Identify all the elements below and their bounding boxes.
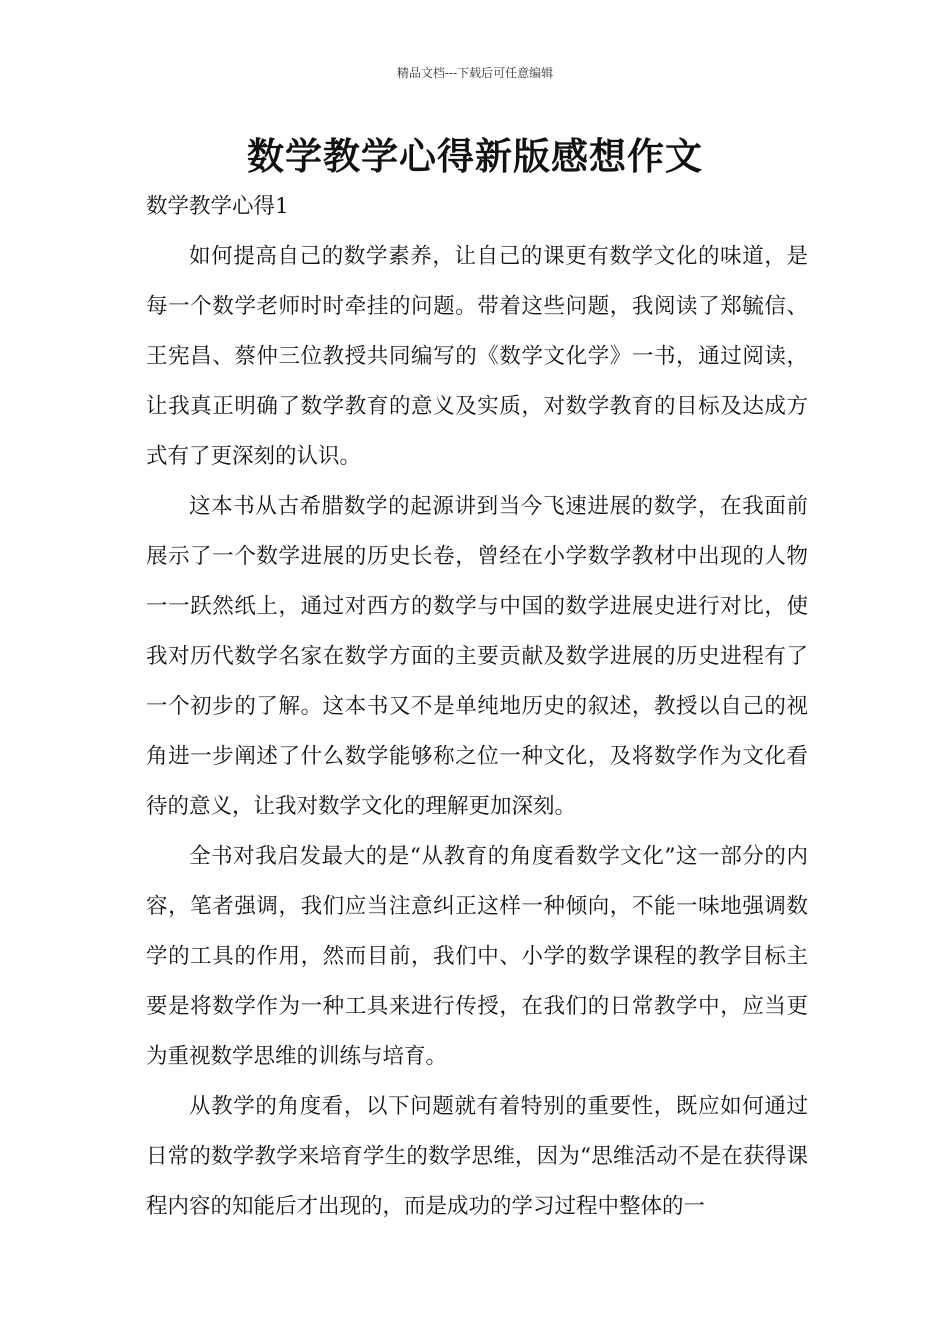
document-body bbox=[146, 182, 808, 1232]
paragraph: 如何提高自己的数学素养，让自己的课更有数学文化的味道，是每一个数学老师时时牵挂的问题。带着这些问题，我阅读了郑毓信、王宪昌、蔡仲三位教授共同编写的《数学文化学》一书，通过阅读，让我真正明确了数学教育的意义及实质，对数学教育的目标及达成方式有了更深刻的认识。 bbox=[146, 244, 808, 469]
paragraph: 从教学的角度看，以下问题就有着特别的重要性，既应如何通过日常的数学教学来培育学生的数学思维，因为“思维活动不是在获得课程内容的知能后才出现的，而是成功的学习过程中整体的一 bbox=[146, 1094, 808, 1219]
header-note: 精品文档---下载后可任意编辑 bbox=[396, 66, 554, 80]
paragraph: 这本书从古希腊数学的起源讲到当今飞速进展的数学，在我面前展示了一个数学进展的历史长卷，曾经在小学数学教材中出现的人物一一跃然纸上，通过对西方的数学与中国的数学进展史进行对比，使我对历代数学名家在数学方面的主要贡献及数学进展的历史进程有了一个初步的了解。这本书又不是单纯地历史的叙述，教授以自己的视角进一步阐述了什么数学能够称之位一种文化，及将数学作为文化看待的意义，让我对数学文化的理解更加深刻。 bbox=[146, 494, 808, 819]
section-label: 数学教学心得1 bbox=[146, 194, 289, 219]
document-title: 数学教学心得新版感想作文 bbox=[247, 134, 703, 178]
paragraph: 全书对我启发最大的是“从教育的角度看数学文化”这一部分的内容，笔者强调，我们应当注意纠正这样一种倾向，不能一味地强调数学的工具的作用，然而目前，我们中、小学的数学课程的教学目标主要是将数学作为一种工具来进行传授，在我们的日常教学中，应当更为重视数学思维的训练与培育。 bbox=[146, 844, 808, 1069]
